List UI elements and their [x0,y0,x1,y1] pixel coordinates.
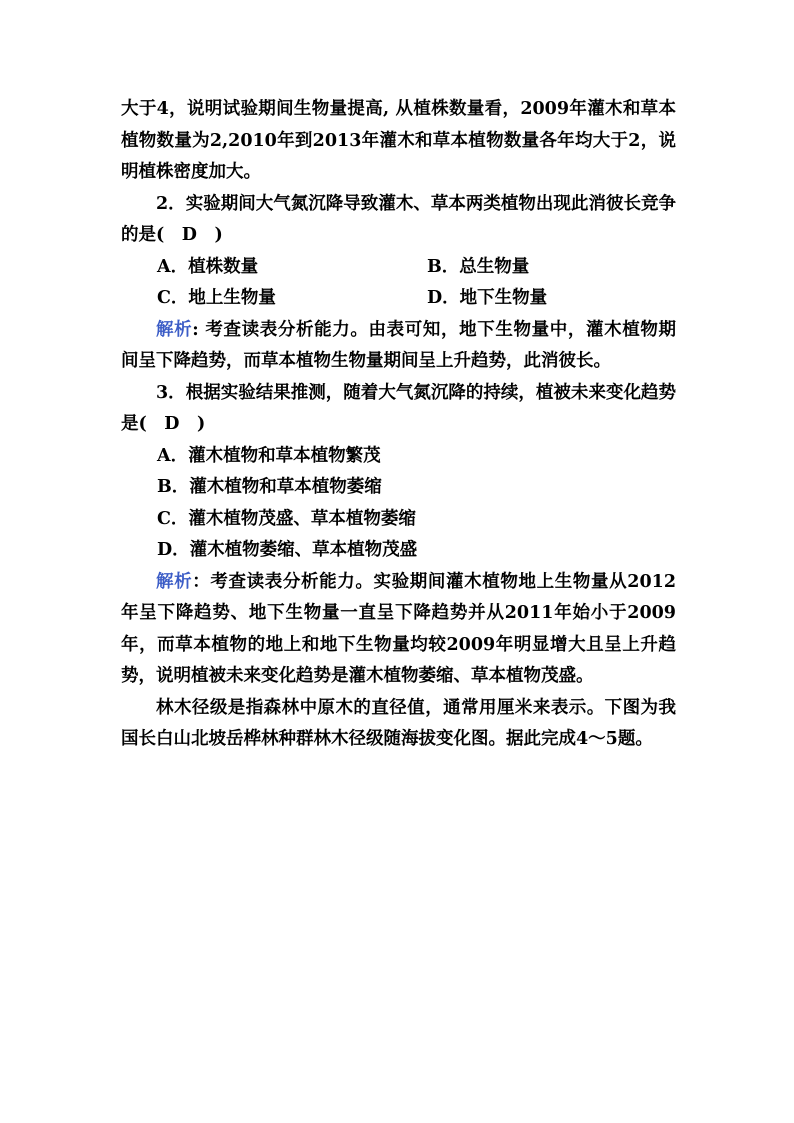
question-3-option-b: B．灌木植物和草本植物萎缩 [157,477,382,497]
question-2-option-c: C．地上生物量 [157,288,276,308]
question-2-option-b: B．总生物量 [427,256,530,277]
question-2-stem: 2．实验期间大气氮沉降导致灌木、草本两类植物出现此消彼长竞争的是( D ) [121,193,676,245]
document-body [121,94,676,756]
question-3-analysis [121,567,676,693]
analysis-label: 解析 [156,319,193,340]
next-section-paragraph: 林木径级是指森林中原木的直径值，通常用厘米来表示。下图为我国长白山北坡岳桦林种群林木径级随海拔变化图。据此完成4～5题。 [121,697,676,749]
question-3-option-c: C．灌木植物茂盛、草本植物萎缩 [157,508,416,529]
analysis-label: 解析 [156,571,193,592]
question-3-option-d: D．灌木植物萎缩、草本植物茂盛 [157,540,418,560]
question-2-option-d: D．地下生物量 [427,288,548,308]
question-3-option-a: A．灌木植物和草本植物繁茂 [157,445,381,466]
intro-paragraph: 大于4，说明试验期间生物量提高, 从植株数量看，2009年灌木和草本植物数量为2,2010年到2013年灌木和草本植物数量各年均大于2，说明植株密度加大。 [121,99,676,182]
question-2-options-row-1 [121,252,676,284]
question-2-option-a: A．植株数量 [157,256,259,277]
question-2-options-row-2 [121,283,676,315]
analysis-text: ：考查读表分析能力。实验期间灌木植物地上生物量从2012年呈下降趋势、地下生物量一直呈下降趋势并从2011年始小于2009年，而草本植物的地上和地下生物量均较2009年明显增大且呈上升趋势，说明植被未来变化趋势是灌木植物萎缩、草本植物茂盛。 [121,571,676,686]
analysis-text: : 考查读表分析能力。由表可知，地下生物量中，灌木植物期间呈下降趋势，而草本植物生物量期间呈上升趋势，此消彼长。 [121,319,676,371]
question-2-analysis [121,315,676,378]
question-3-stem: 3．根据实验结果推测，随着大气氮沉降的持续，植被未来变化趋势是( D ) [121,382,676,434]
